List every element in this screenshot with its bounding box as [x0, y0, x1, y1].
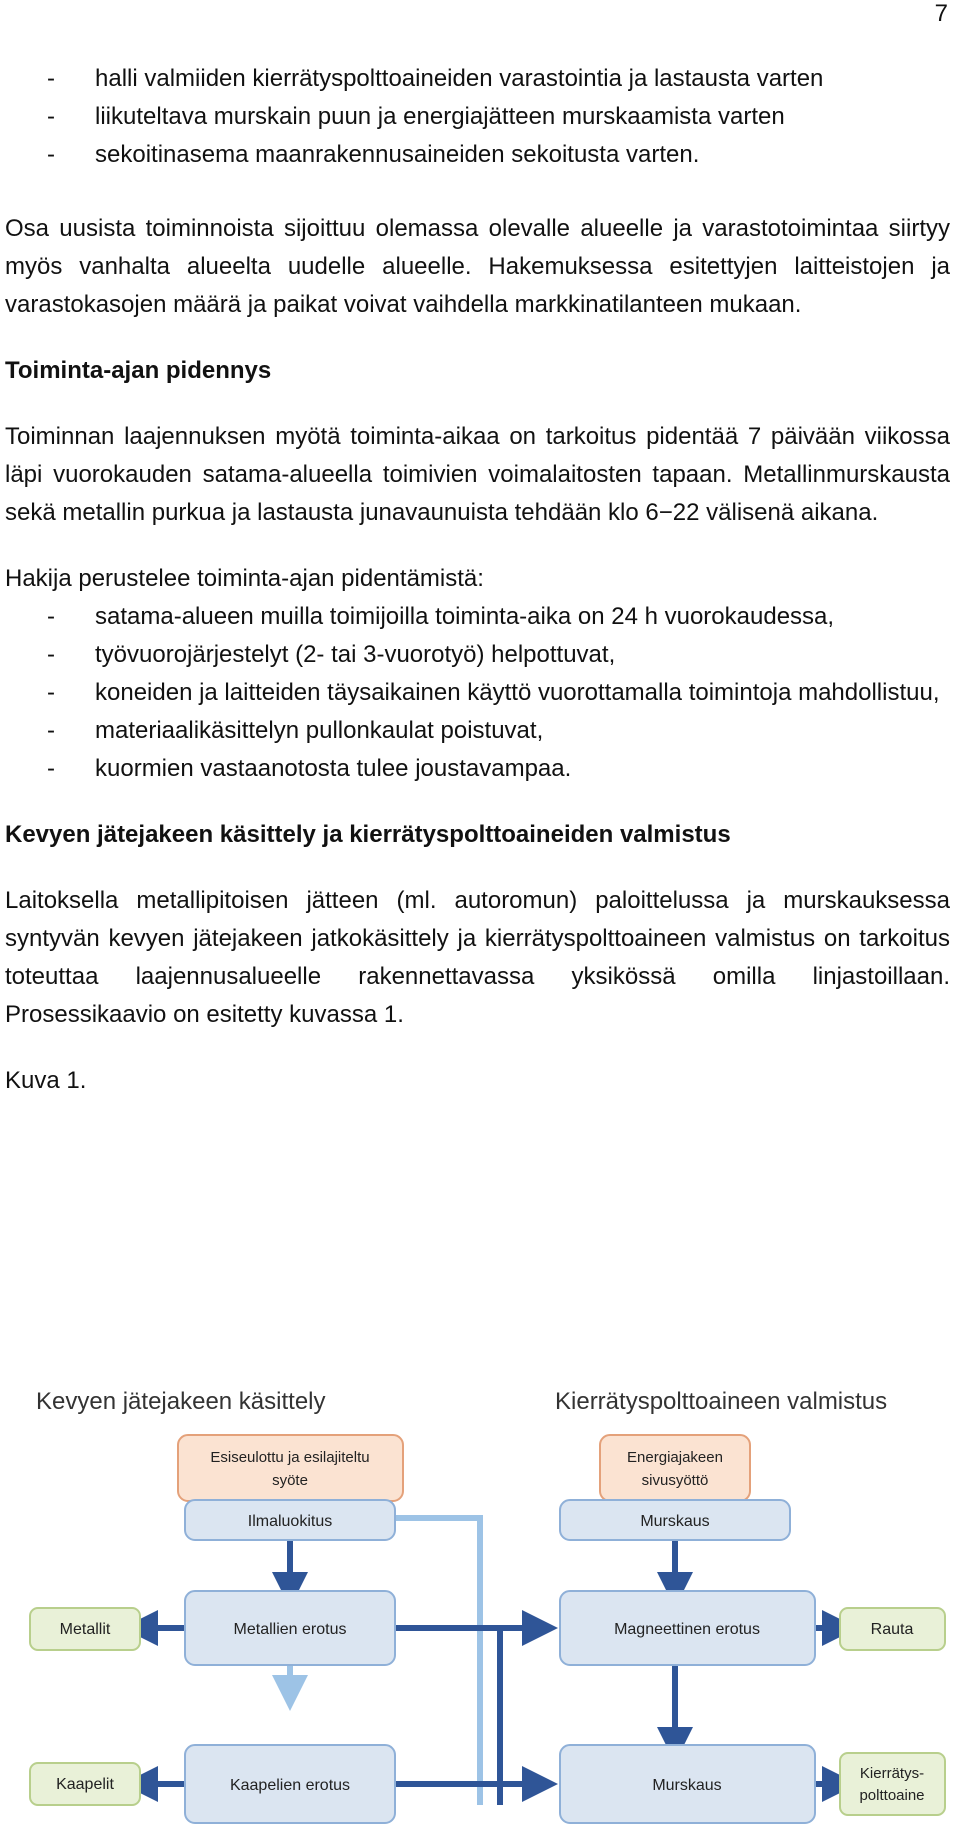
heading-light-fraction: Kevyen jätejakeen käsittely ja kierrätyspolttoaineiden valmistus — [5, 821, 731, 848]
box-right-input-line2: sivusyöttö — [641, 1472, 709, 1489]
box-rauta-label: Rauta — [870, 1621, 914, 1638]
paragraph-justification-intro: Hakija perustelee toiminta-ajan pidentämistä: — [5, 565, 484, 592]
box-left-input-line2: syöte — [272, 1472, 308, 1489]
box-kierratys-line2: polttoaine — [859, 1787, 925, 1804]
list-item: - satama-alueen muilla toimijoilla toiminta-aika on 24 h vuorokaudessa, — [47, 603, 835, 630]
box-murskaus-1-label: Murskaus — [640, 1513, 710, 1530]
list-item: - kuormien vastaanotosta tulee joustavampaa. — [47, 755, 572, 782]
box-right-input-line1: Energiajakeen — [627, 1449, 723, 1466]
list-item: - työvuorojärjestelyt (2- tai 3-vuorotyö) helpottuvat, — [47, 641, 616, 668]
box-kierratys-line1: Kierrätys- — [859, 1765, 925, 1782]
box-kaapelien-erotus-label: Kaapelien erotus — [229, 1777, 351, 1794]
bullet-list-facilities — [5, 60, 950, 174]
box-kierratyspolttoaine — [840, 1753, 945, 1815]
list-item: - koneiden ja laitteiden täysaikainen käyttö vuorottamalla toimintoja mahdollistuu, — [47, 679, 940, 706]
list-item: - liikuteltava murskain puun ja energiajätteen murskaamista varten — [47, 103, 785, 130]
page-number: 7 — [934, 0, 948, 27]
box-right-input — [600, 1435, 750, 1501]
list-item: - materiaalikäsittelyn pullonkaulat poistuvat, — [47, 717, 544, 744]
diagram-right-title: Kierrätyspolttoaineen valmistus — [555, 1388, 888, 1415]
diagram-left-title: Kevyen jätejakeen käsittely — [36, 1388, 326, 1415]
heading-operating-time: Toiminta-ajan pidennys — [5, 357, 272, 384]
process-diagram-svg — [0, 1375, 960, 1825]
box-metallien-erotus-label: Metallien erotus — [233, 1621, 347, 1638]
paragraph-operating-time: Toiminnan laajennuksen myötä toiminta-aikaa on tarkoitus pidentää 7 päivään viikossa läpi vuorokauden satama-alueella toimivien voimalaitosten tapaan. Metallinmurskausta sekä metallin purkua ja lastausta junavaunuista tehdään klo 6−22 välisenä aikana. — [5, 423, 950, 526]
box-ilmaluokitus-label: Ilmaluokitus — [247, 1513, 333, 1530]
box-left-input-line1: Esiseulottu ja esilajiteltu — [210, 1449, 370, 1466]
list-item: - halli valmiiden kierrätyspolttoaineiden varastointia ja lastausta varten — [47, 65, 824, 92]
paragraph-light-fraction: Laitoksella metallipitoisen jätteen (ml. autoromun) paloittelussa ja murskauksessa syntyvän kevyen jätejakeen jatkokäsittely ja kierrätyspolttoaineen valmistus on tarkoitus toteuttaa laajennusalueelle rakennettavassa yksikössä omilla linjastoillaan. Prosessikaavio on esitetty kuvassa 1. — [5, 887, 950, 1028]
box-metallit-label: Metallit — [59, 1621, 111, 1638]
document-body — [5, 60, 950, 1100]
bullet-list-justifications — [5, 598, 950, 788]
box-kaapelit-label: Kaapelit — [56, 1776, 114, 1793]
box-murskaus-2-label: Murskaus — [652, 1777, 722, 1794]
list-item: - sekoitinasema maanrakennusaineiden sekoitusta varten. — [47, 141, 700, 168]
box-magneettinen-erotus-label: Magneettinen erotus — [614, 1621, 760, 1638]
figure-caption: Kuva 1. — [5, 1067, 87, 1094]
box-left-input — [178, 1435, 403, 1501]
process-diagram — [0, 1375, 960, 1825]
paragraph-operations: Osa uusista toiminnoista sijoittuu olemassa olevalle alueelle ja varastotoimintaa siirtyy myös vanhalta alueelta uudelle alueelle. Hakemuksessa esitettyjen laitteistojen ja varastokasojen määrä ja paikat voivat vaihdella markkinatilanteen mukaan. — [5, 215, 950, 318]
